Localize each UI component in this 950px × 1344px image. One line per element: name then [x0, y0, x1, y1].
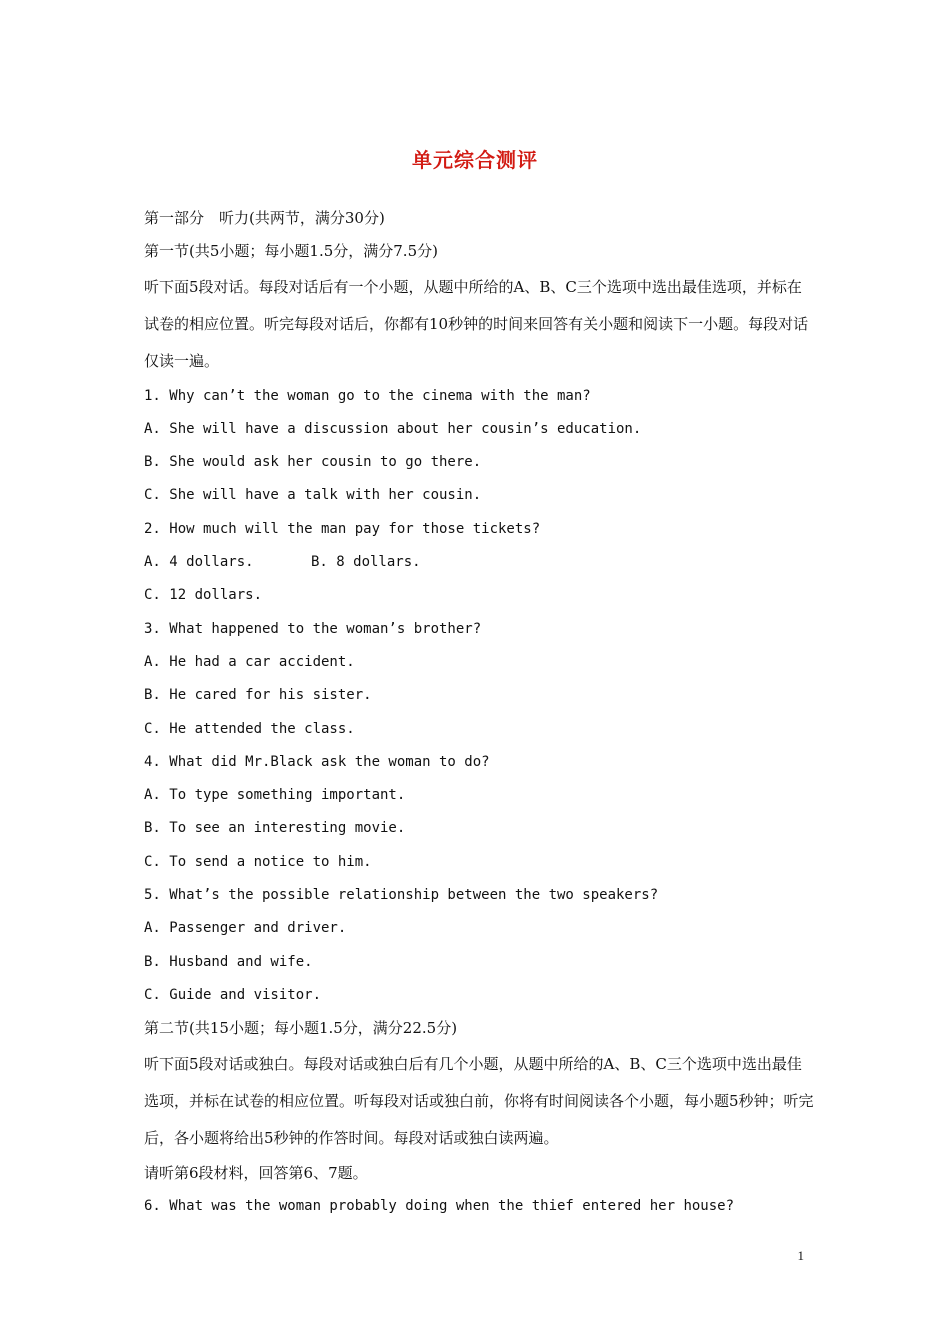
question-stem: 1. Why can’t the woman go to the cinema with the man? — [144, 387, 591, 404]
answer-option: C. To send a notice to him. — [144, 853, 372, 870]
answer-option: A. To type something important. — [144, 787, 406, 804]
answer-option: C. She will have a talk with her cousin. — [144, 487, 482, 504]
section-instructions: 听下面5段对话。每段对话后有一个小题，从题中所给的A、B、C三个选项中选出最佳选项，并标在试卷的相应位置。听完每段对话后，你都有10秒钟的时间来回答有关小题和阅读下一小题。每段对话仅读一遍。 — [144, 277, 809, 370]
answer-option: A. He had a car accident. — [144, 653, 355, 670]
question-stem: 5. What’s the possible relationship between the two speakers? — [144, 887, 659, 904]
answer-option: B. Husband and wife. — [144, 953, 313, 970]
answer-option: C. 12 dollars. — [144, 587, 263, 604]
answer-option: B. 8 dollars. — [311, 554, 421, 571]
question-stem: 2. How much will the man pay for those tickets? — [144, 520, 541, 537]
section-heading: 第一节(共5小题；每小题1.5分，满分7.5分) — [144, 242, 438, 261]
answer-option-row — [144, 546, 814, 579]
answer-option: A. She will have a discussion about her cousin’s education. — [144, 420, 642, 437]
section-instructions: 听下面5段对话或独白。每段对话或独白后有几个小题，从题中所给的A、B、C三个选项中选出最佳选项，并标在试卷的相应位置。听每段对话或独白前，你将有时间阅读各个小题，每小题5秒钟；听完后，各小题将给出5秒钟的作答时间。每段对话或独白读两遍。 — [144, 1054, 814, 1147]
section-heading: 第二节(共15小题；每小题1.5分，满分22.5分) — [144, 1019, 458, 1038]
answer-option: B. To see an interesting movie. — [144, 820, 406, 837]
answer-option: A. 4 dollars. — [144, 554, 254, 571]
answer-option: B. He cared for his sister. — [144, 687, 372, 704]
answer-option: C. He attended the class. — [144, 720, 355, 737]
page-title: 单元综合测评 — [412, 148, 538, 172]
answer-option: A. Passenger and driver. — [144, 920, 347, 937]
page-number: 1 — [797, 1248, 804, 1263]
material-prompt: 请听第6段材料，回答第6、7题。 — [144, 1163, 368, 1182]
answer-option: B. She would ask her cousin to go there. — [144, 454, 482, 471]
question-stem: 3. What happened to the woman’s brother? — [144, 620, 482, 637]
answer-option: C. Guide and visitor. — [144, 986, 322, 1003]
question-stem: 4. What did Mr.Black ask the woman to do? — [144, 753, 490, 770]
part-heading: 第一部分 听力(共两节，满分30分) — [144, 209, 385, 227]
document-body — [144, 202, 814, 1223]
question-stem: 6. What was the woman probably doing when the thief entered her house? — [144, 1197, 735, 1214]
